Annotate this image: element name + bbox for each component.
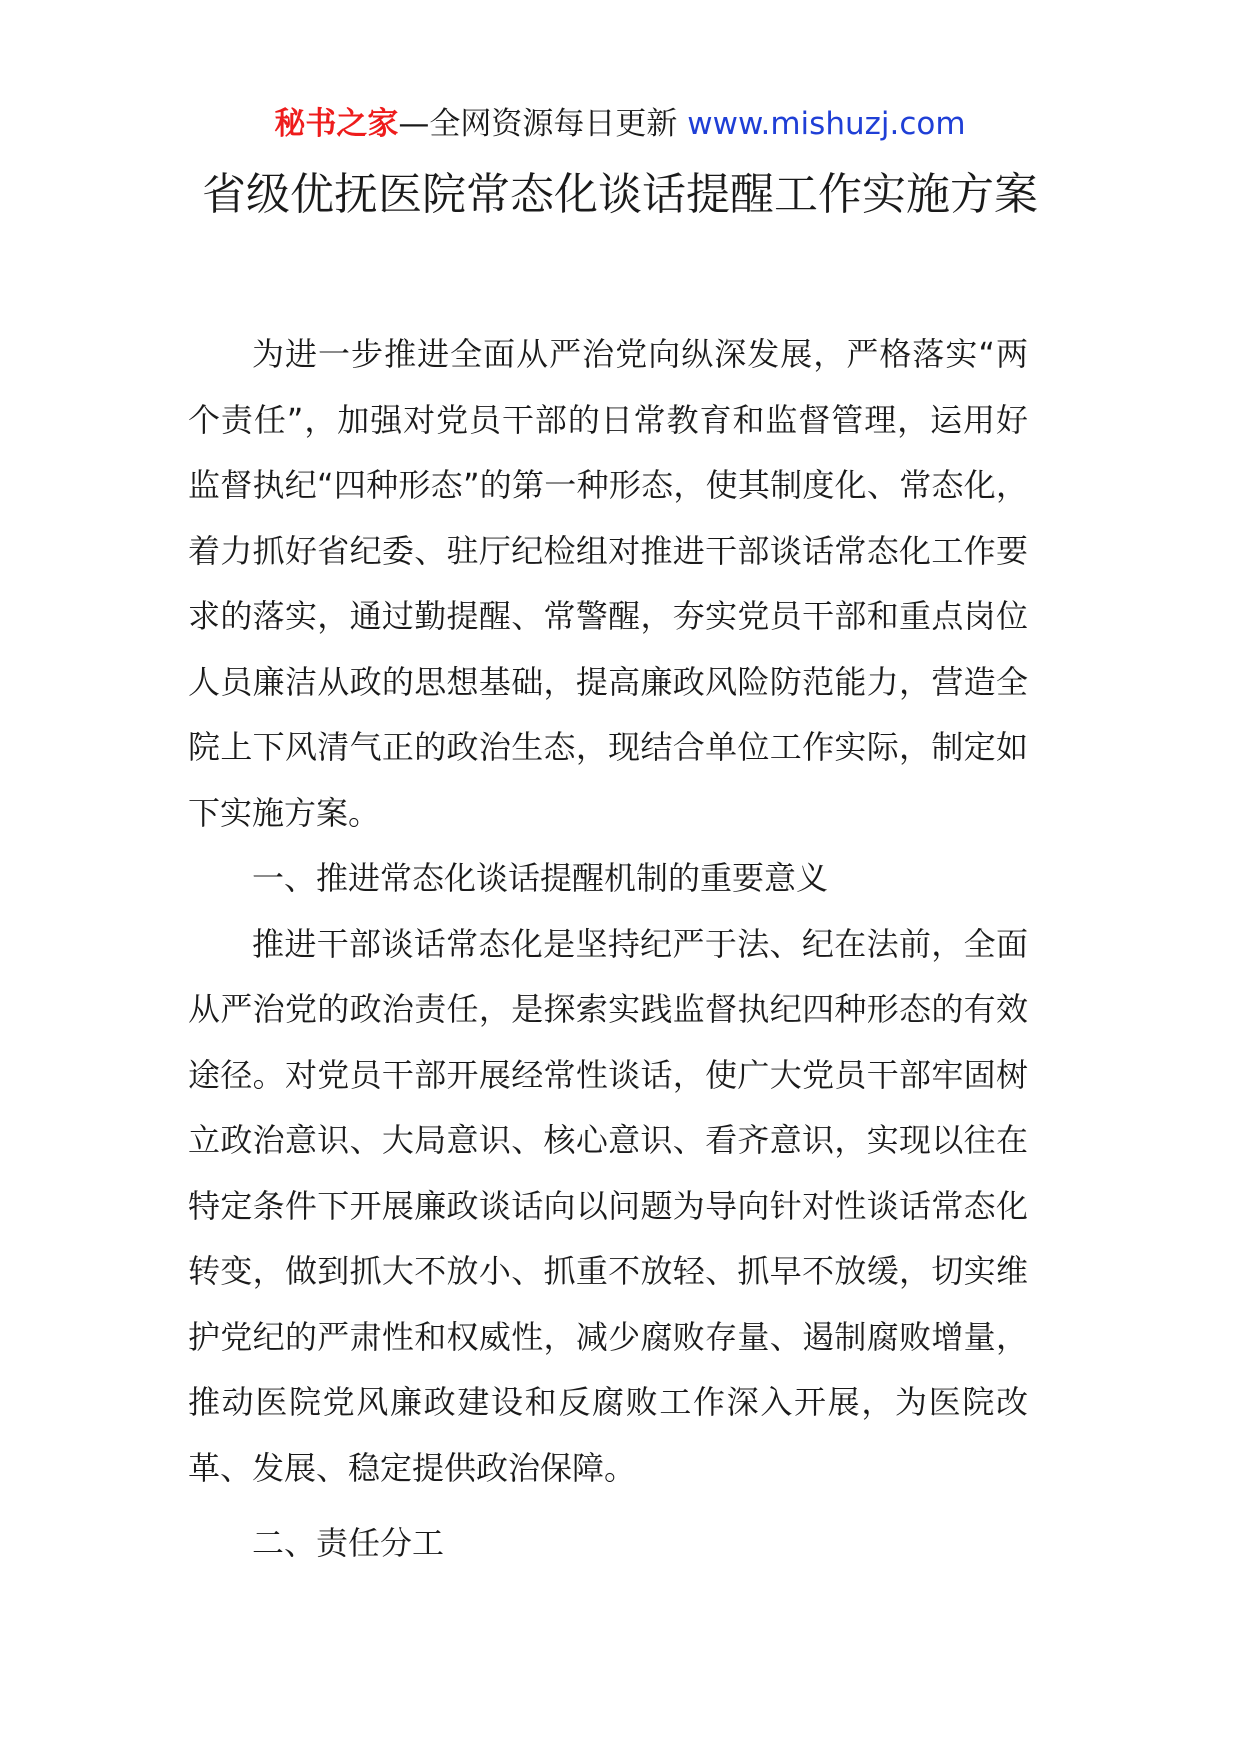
site-url-link[interactable]: www.mishuzj.com [687,106,966,142]
brand-name: 秘书之家 [274,106,399,142]
document-title: 省级优抚医院常态化谈话提醒工作实施方案 [202,169,1038,220]
section-2-heading: 二、责任分工 [252,1524,445,1562]
site-header [0,102,1240,146]
header-tagline: —全网资源每日更新 [398,106,688,142]
intro-paragraph: 为进一步推进全面从严治党向纵深发展，严格落实“两个责任”，加强对党员干部的日常教育和监督管理，运用好监督执纪“四种形态”的第一种形态，使其制度化、常态化，着力抓好省纪委、驻厅纪检组对推进干部谈话常态化工作要求的落实，通过勤提醒、常警醒，夯实党员干部和重点岗位人员廉洁从政的思想基础，提高廉政风险防范能力，营造全院上下风清气正的政治生态，现结合单位工作实际，制定如下实施方案。 [188,335,1028,832]
section-1-paragraph: 推进干部谈话常态化是坚持纪严于法、纪在法前，全面从严治党的政治责任，是探索实践监督执纪四种形态的有效途径。对党员干部开展经常性谈话，使广大党员干部牢固树立政治意识、大局意识、核心意识、看齐意识，实现以往在特定条件下开展廉政谈话向以问题为导向针对性谈话常态化转变，做到抓大不放小、抓重不放轻、抓早不放缓，切实维护党纪的严肃性和权威性，减少腐败存量、遏制腐败增量，推动医院党风廉政建设和反腐败工作深入开展，为医院改革、发展、稳定提供政治保障。 [188,924,1028,1487]
section-1-heading: 一、推进常态化谈话提醒机制的重要意义 [252,859,829,897]
document-body [188,322,1028,1577]
